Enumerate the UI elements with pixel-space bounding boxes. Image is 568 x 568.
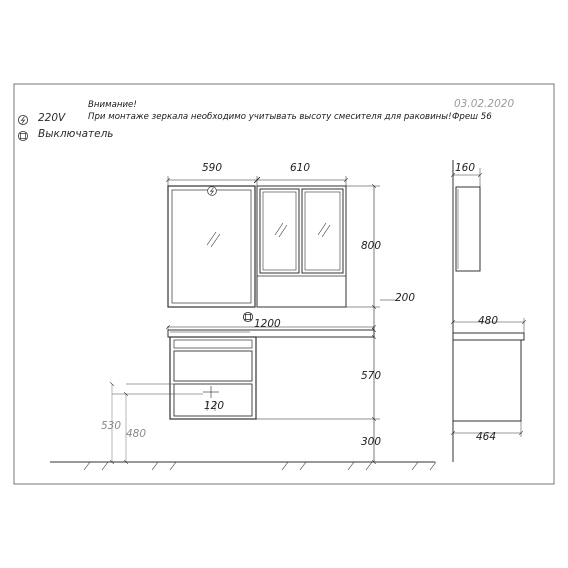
mirror-cabinet [257,186,346,307]
countertop [168,330,374,337]
dim-gap-above-top: 200 [395,292,416,304]
dim-cabinet-depth: 160 [455,162,476,174]
dim-drain-offset: 120 [204,400,225,412]
switch-icon [18,131,27,140]
drain-marker [112,384,219,411]
switch-legend-label: Выключатель [38,128,114,140]
side-cabinet [453,168,480,271]
dim-cabinet-width: 610 [290,162,311,174]
notes-heading: Внимание! [88,100,137,110]
dim-total-width: 1200 [254,318,281,330]
mirror-socket-icon [208,187,217,196]
dim-height-480: 480 [126,428,147,440]
socket-legend-label: 220V [38,112,66,124]
mirror-switch-icon [243,312,252,321]
floor-line [50,462,436,470]
model-name: Фреш 56 [452,112,492,122]
drawing-border [14,84,554,484]
power-socket-icon [18,115,27,124]
drawing-date: 03.02.2020 [454,98,515,110]
dim-height-530: 530 [101,420,122,432]
dim-base-height: 570 [361,370,382,382]
dim-cabinet-height: 800 [361,240,382,252]
dim-top-depth: 480 [478,315,499,327]
dim-floor-gap: 300 [361,436,382,448]
mirror-panel [168,186,255,307]
notes-text: При монтаже зеркала необходимо учитывать высоту смесителя для раковины! [88,112,452,122]
dim-mirror-width: 590 [202,162,223,174]
dim-base-depth: 464 [476,431,497,443]
side-vanity [453,318,524,437]
